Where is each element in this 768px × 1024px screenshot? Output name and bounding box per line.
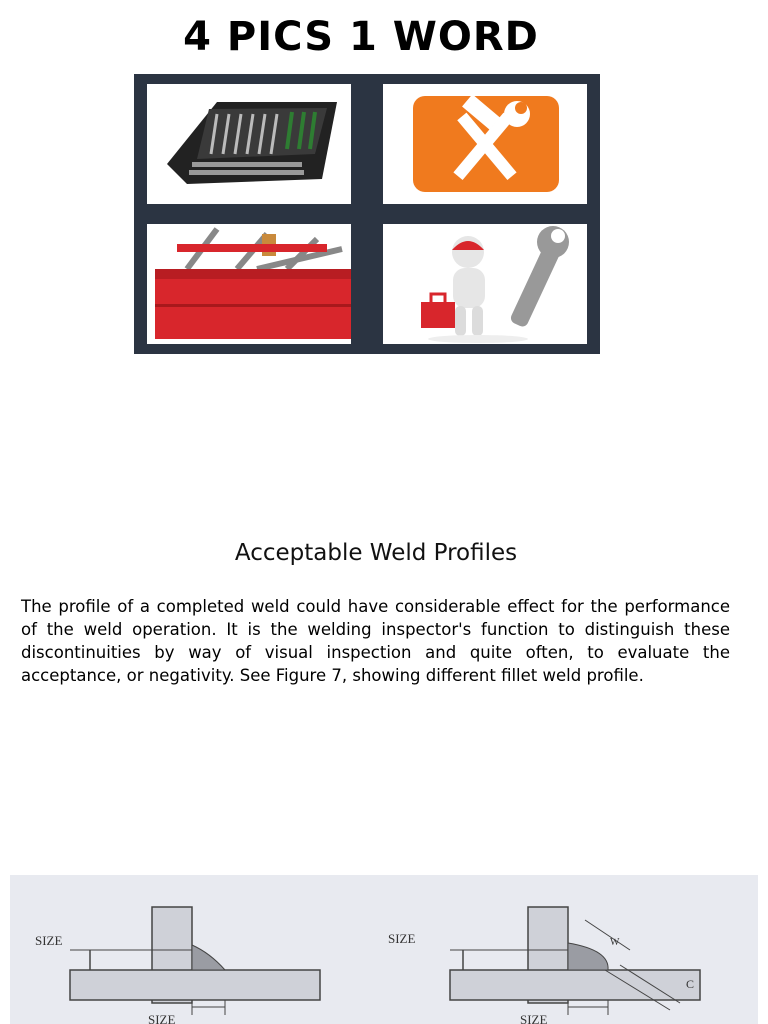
left-size-label: SIZE [35, 933, 63, 948]
right-size-label: SIZE [388, 931, 416, 946]
red-toolbox-icon [147, 224, 351, 344]
weld-profile-figure [10, 875, 758, 1024]
right-c-label: C [686, 977, 695, 991]
section-heading: Acceptable Weld Profiles [234, 540, 518, 566]
game-title: 4 PICS 1 WORD [183, 14, 539, 60]
hammer-wrench-icon [383, 84, 587, 204]
right-fillet-weld [568, 943, 608, 970]
right-w-label: W [610, 937, 620, 948]
left-bottom-size-label: SIZE [148, 1012, 176, 1024]
toolkit-case-icon [147, 84, 351, 204]
figure-with-wrench-icon [383, 224, 587, 344]
left-fillet-weld [192, 945, 225, 970]
right-base-plate [450, 970, 700, 1000]
right-bottom-size-label: SIZE [520, 1012, 548, 1024]
body-paragraph: The profile of a completed weld could have considerable effect for the performance of the weld operation. It is the welding inspector's function to distinguish these discontinuities by way of visual inspection and quite often, to evaluate the acceptance, or negativity. See Figure 7, showing different fillet weld profile. [21, 597, 730, 685]
picture-grid [134, 74, 600, 354]
left-base-plate [70, 970, 320, 1000]
